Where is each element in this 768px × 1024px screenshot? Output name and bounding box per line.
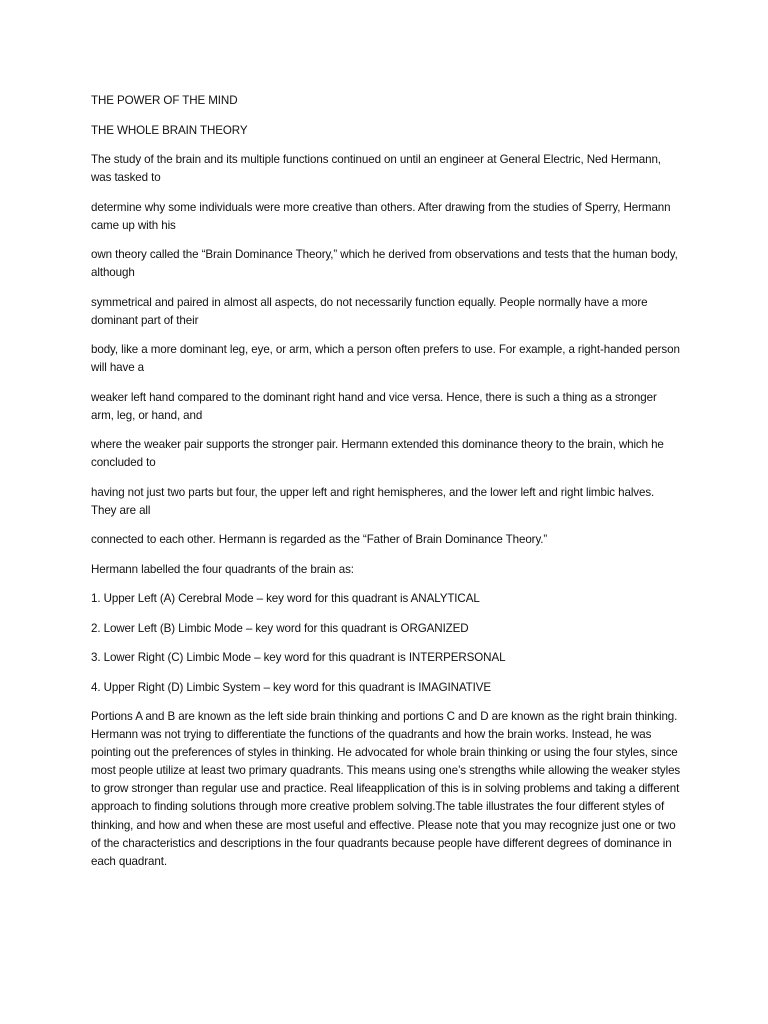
paragraph-line: symmetrical and paired in almost all aspects, do not necessarily function equally. People normally have a more dominant part of their — [91, 295, 648, 327]
document-body — [91, 92, 681, 882]
document-subtitle: THE WHOLE BRAIN THEORY — [91, 123, 248, 137]
closing-paragraph: Portions A and B are known as the left side brain thinking and portions C and D are known as the right brain thinking. Hermann was not trying to differentiate the functions of the quadrants and how the brain works. Instead, he was pointing out the preferences of styles in thinking. He advocated for whole brain thinking or using the four styles, since most people utilize at least two primary quadrants. This means using one’s strengths while allowing the weaker styles to grow stronger than regular use and practice. Real lifeapplication of this is in solving problems and taking a different approach to finding solutions through more creative problem solving.The table illustrates the four different styles of thinking, and how and when these are most useful and effective. Please note that you may recognize just one or two of the characteristics and descriptions in the four quadrants because people have different degrees of dominance in each quadrant. — [91, 710, 681, 868]
paragraph-line: where the weaker pair supports the stronger pair. Hermann extended this dominance theory to the brain, which he concluded to — [91, 438, 664, 469]
paragraph-line: own theory called the “Brain Dominance Theory,” which he derived from observations and tests that the human body, although — [91, 248, 678, 279]
quadrant-item: 3. Lower Right (C) Limbic Mode – key word for this quadrant is INTERPERSONAL — [91, 651, 506, 664]
paragraph-line: determine why some individuals were more creative than others. After drawing from the studies of Sperry, Hermann came up with his — [91, 200, 671, 232]
paragraph-line: The study of the brain and its multiple functions continued on until an engineer at General Electric, Ned Hermann, was tasked to — [91, 153, 661, 184]
quadrant-item: 1. Upper Left (A) Cerebral Mode – key word for this quadrant is ANALYTICAL — [91, 592, 480, 605]
paragraph-line: connected to each other. Hermann is regarded as the “Father of Brain Dominance Theory.” — [91, 533, 548, 546]
quadrant-item: 2. Lower Left (B) Limbic Mode – key word for this quadrant is ORGANIZED — [91, 621, 469, 635]
document-title: THE POWER OF THE MIND — [91, 94, 238, 107]
paragraph-line: having not just two parts but four, the upper left and right hemispheres, and the lower left and right limbic halves. They are all — [91, 485, 655, 517]
paragraph-line: Hermann labelled the four quadrants of the brain as: — [91, 562, 354, 576]
paragraph-line: body, like a more dominant leg, eye, or arm, which a person often prefers to use. For example, a right-handed person will have a — [91, 343, 680, 374]
paragraph-line: weaker left hand compared to the dominant right hand and vice versa. Hence, there is such a thing as a stronger arm, leg, or hand, and — [91, 390, 657, 422]
quadrant-item: 4. Upper Right (D) Limbic System – key word for this quadrant is IMAGINATIVE — [91, 680, 492, 694]
